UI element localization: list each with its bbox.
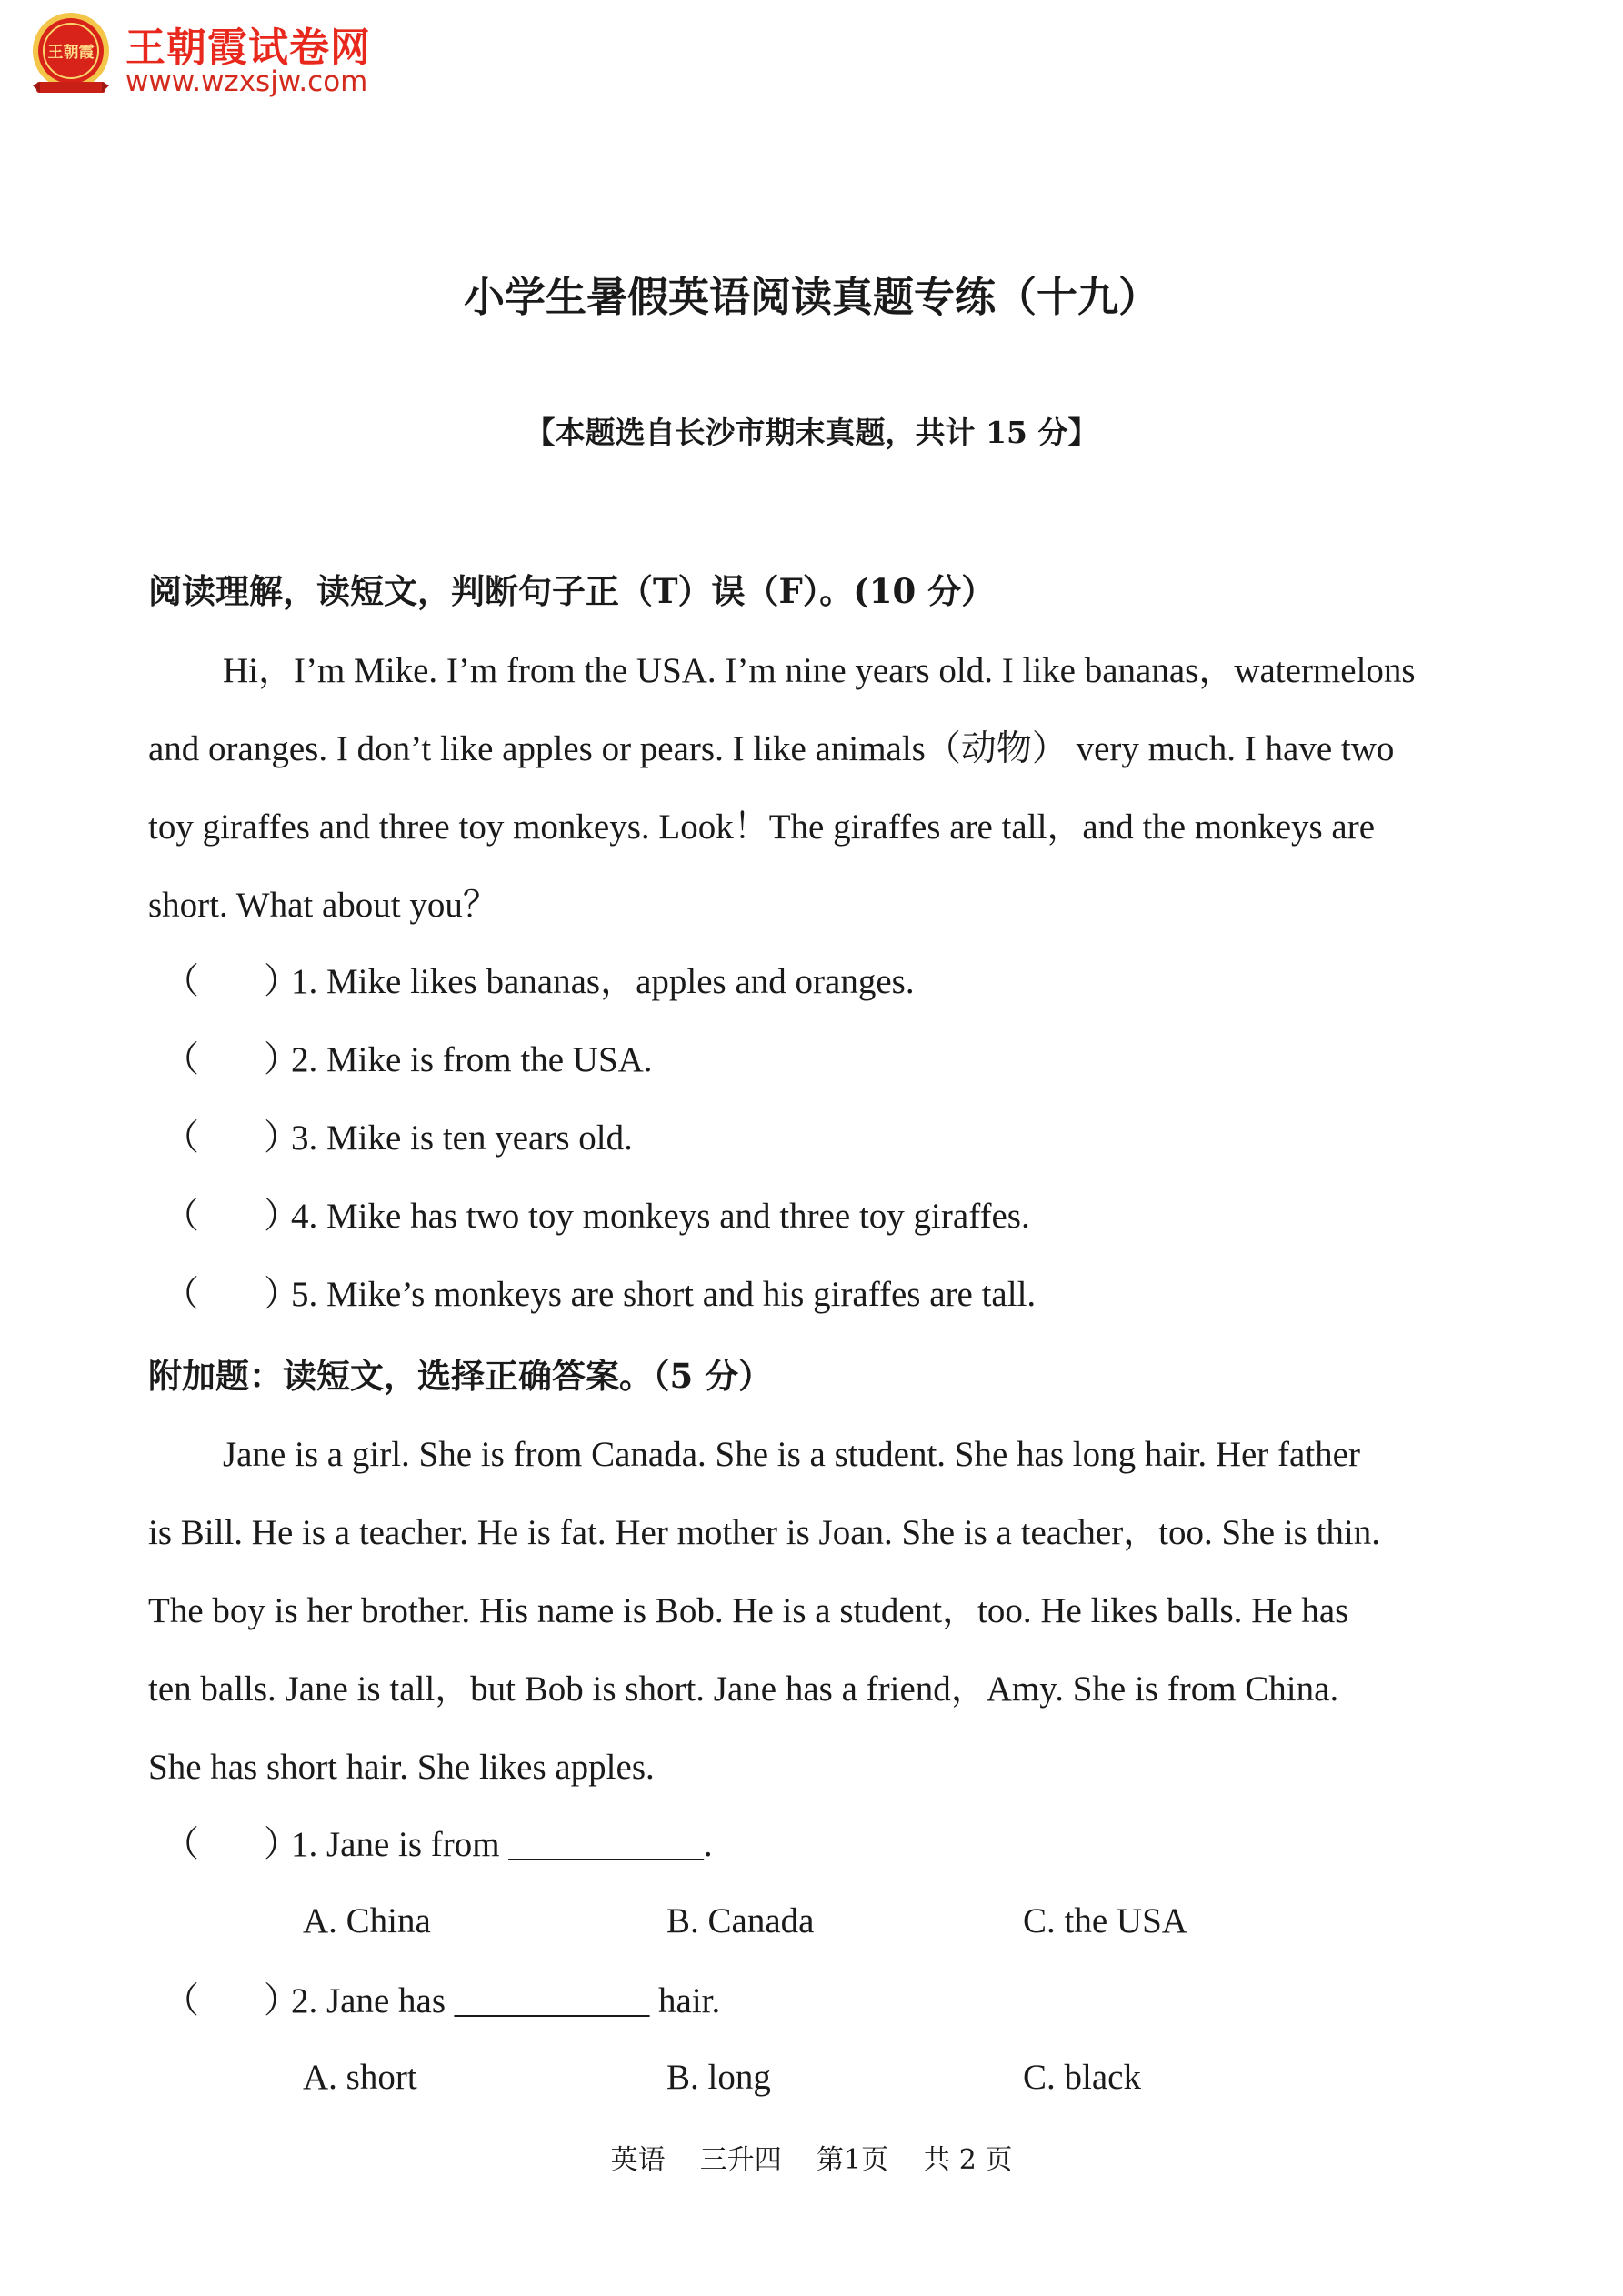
section1-heading: 阅读理解，读短文，判断句子正（T）误（F）。(10 分）: [148, 571, 996, 611]
passage-line: and oranges. I don’t like apples or pears. I like animals（动物） very much. I have two: [148, 729, 1395, 768]
page-subtitle: 【本题选自长沙市期末真题，共计 15 分】: [525, 415, 1098, 450]
question-text: 1. Mike likes bananas，apples and oranges.: [291, 962, 915, 1001]
mc-option-a[interactable]: A. China: [303, 1901, 431, 1940]
answer-blank-open[interactable]: （: [164, 1197, 200, 1236]
answer-blank-close: ）: [264, 1118, 300, 1158]
mc-question-2: [164, 1979, 720, 2024]
logo-badge-icon: [27, 9, 115, 96]
question-text: 5. Mike’s monkeys are short and his giraffes are tall.: [291, 1275, 1037, 1314]
site-logo[interactable]: [27, 9, 400, 109]
tf-question-3: [164, 1116, 633, 1161]
section1-passage: [148, 632, 1489, 945]
answer-blank-close: ）: [264, 1197, 300, 1236]
answer-blank-open[interactable]: （: [164, 1275, 200, 1314]
question-text: 3. Mike is ten years old.: [291, 1118, 633, 1158]
section2-heading: 附加题：读短文，选择正确答案。（5 分）: [148, 1356, 773, 1396]
answer-blank-close: ）: [264, 1040, 300, 1079]
page-title: 小学生暑假英语阅读真题专练（十九）: [463, 273, 1159, 321]
mc-option-a[interactable]: A. short: [303, 2058, 417, 2097]
question-text: 2. Mike is from the USA.: [291, 1040, 653, 1079]
answer-blank-open[interactable]: （: [164, 1118, 200, 1158]
answer-blank-close: ）: [264, 1825, 300, 1864]
answer-blank-close: ）: [264, 1981, 300, 2020]
question-stem: 2. Jane has ___________ hair.: [291, 1981, 721, 2020]
tf-question-2: [164, 1038, 653, 1083]
tf-question-5: [164, 1272, 1036, 1318]
section2-passage: [148, 1416, 1489, 1807]
mc-question-1: [164, 1822, 713, 1868]
question-stem: 1. Jane is from ___________.: [291, 1825, 713, 1864]
passage-line: She has short hair. She likes apples.: [148, 1748, 655, 1787]
answer-blank-open[interactable]: （: [164, 1040, 200, 1079]
passage-line: Jane is a girl. She is from Canada. She is a student. She has long hair. Her father: [223, 1435, 1360, 1474]
tf-question-4: [164, 1194, 1030, 1239]
answer-blank-open[interactable]: （: [164, 1981, 200, 2020]
answer-blank-close: ）: [264, 1275, 300, 1314]
brand-url[interactable]: www.wzxsjw.com: [125, 65, 368, 98]
passage-line: Hi，I’m Mike. I’m from the USA. I’m nine years old. I like bananas，watermelons: [223, 651, 1416, 690]
passage-line: The boy is her brother. His name is Bob. He is a student，too. He likes balls. He has: [148, 1591, 1349, 1630]
mc-option-b[interactable]: B. long: [666, 2058, 771, 2097]
mc-option-c[interactable]: C. black: [1023, 2058, 1141, 2097]
brand-name: 王朝霞试卷网: [125, 25, 371, 71]
question-text: 4. Mike has two toy monkeys and three toy giraffes.: [291, 1197, 1030, 1236]
page-footer: 英语 三升四 第1页 共 2 页: [610, 2144, 1013, 2176]
answer-blank-open[interactable]: （: [164, 1825, 200, 1864]
mc-option-c[interactable]: C. the USA: [1023, 1901, 1187, 1940]
passage-line: toy giraffes and three toy monkeys. Look！The giraffes are tall，and the monkeys are: [148, 807, 1376, 847]
answer-blank-close: ）: [264, 962, 300, 1001]
mc-option-b[interactable]: B. Canada: [666, 1901, 815, 1940]
passage-line: ten balls. Jane is tall，but Bob is short. Jane has a friend，Amy. She is from China.: [148, 1669, 1339, 1709]
tf-question-1: [164, 959, 915, 1005]
logo-badge-text: 王朝霞: [47, 44, 95, 62]
passage-line: is Bill. He is a teacher. He is fat. Her mother is Joan. She is a teacher，too. She is thin.: [148, 1513, 1380, 1552]
answer-blank-open[interactable]: （: [164, 962, 200, 1001]
passage-line: short. What about you？: [148, 886, 498, 925]
